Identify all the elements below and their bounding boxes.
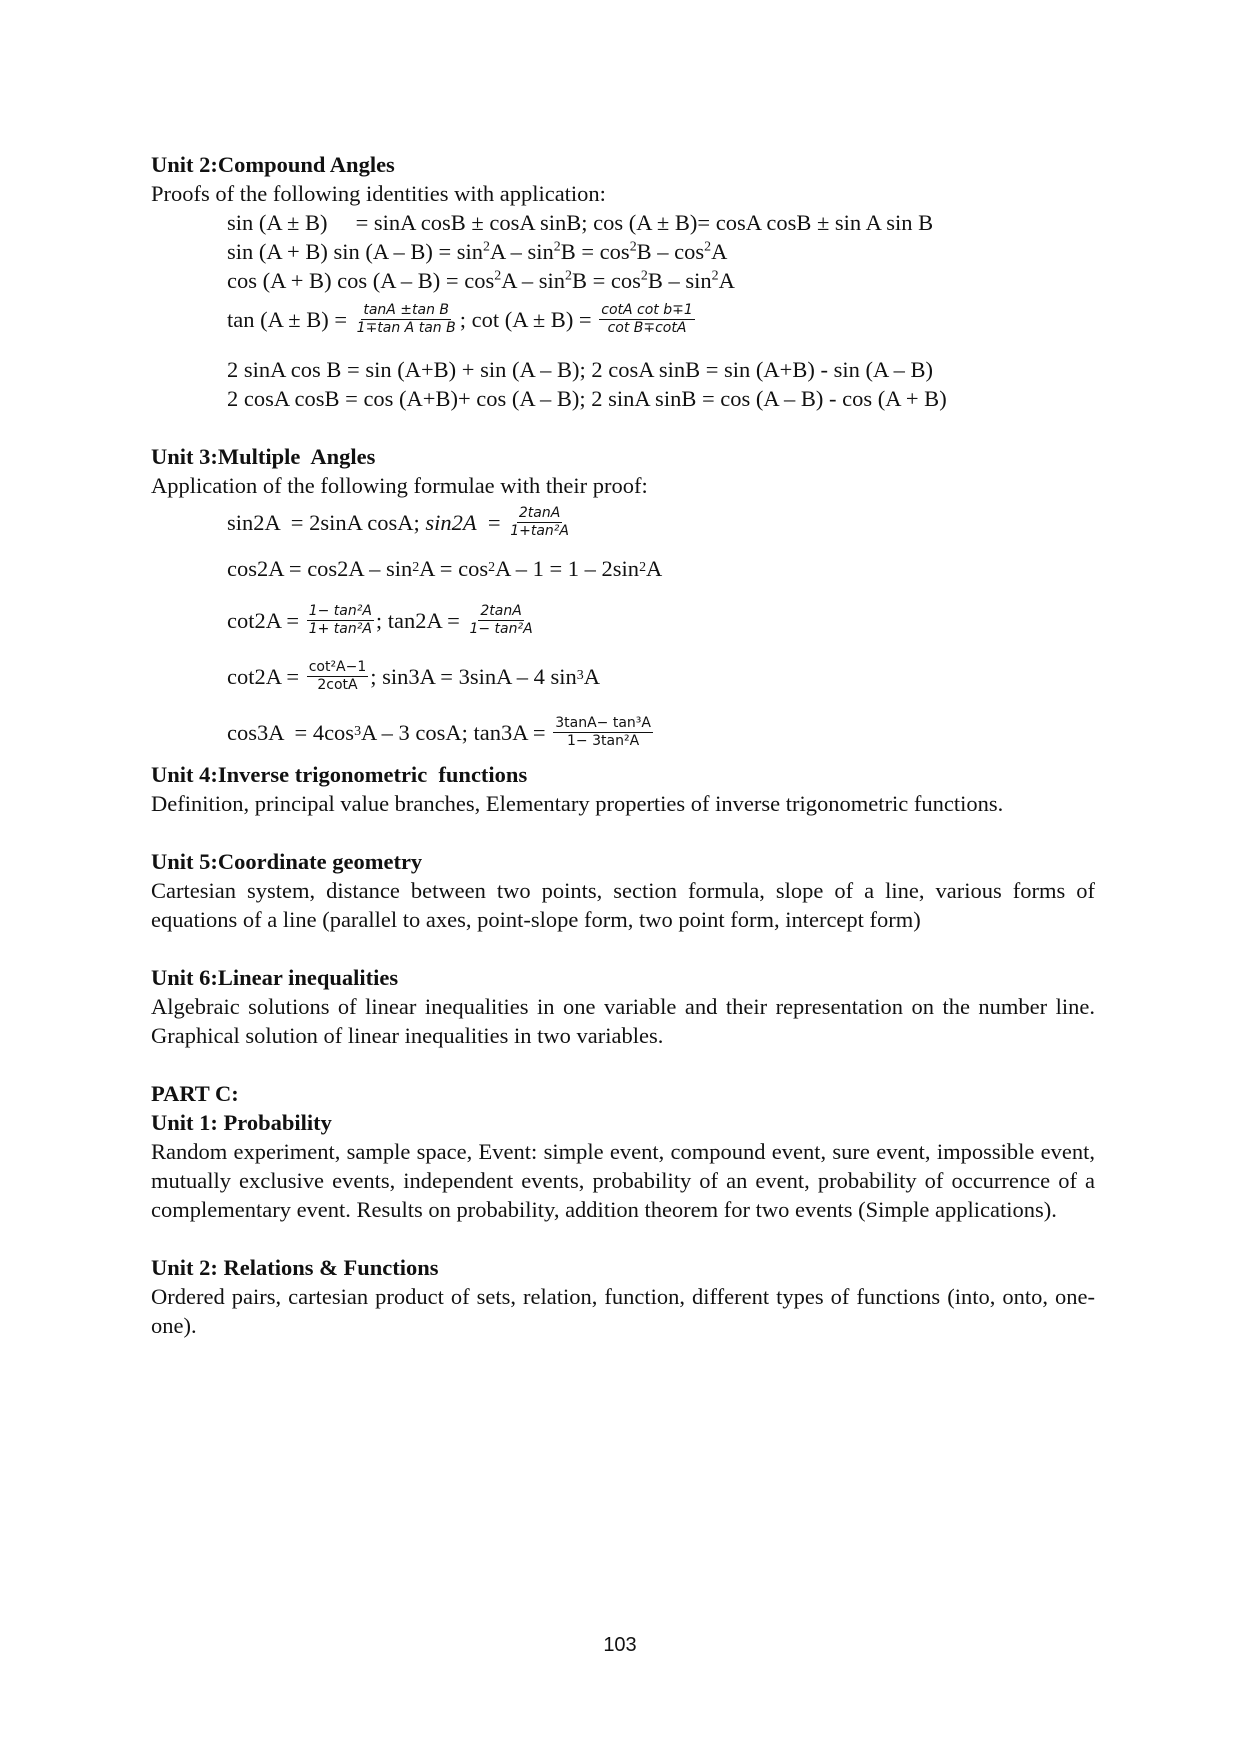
sin2a-fraction: $\frac{2\tan A}{\text{1+tan²A}}$ (510, 504, 569, 539)
identity-sin-product: sin (A + B) $\sin (A - B) = \sin^2A - \sin^2B = \cos^2B - \cos^2A$ (227, 239, 728, 264)
product-to-sum-2: 2 cosA cosB = cos (A+B)+ cos (A – B); 2 sinA sinB = cos (A – B) - cos (A + B) (227, 386, 947, 411)
unit2-heading: Unit 2:Compound Angles (151, 152, 395, 177)
unit3-intro: Application of the following formulae with their proof: (151, 473, 648, 498)
partc-unit1-heading: Unit 1: Probability (151, 1110, 332, 1135)
page-number: 103 (603, 1634, 637, 1656)
cot2a-fraction: $\frac{\text{1− tan²A}}{\text{1+ tan²A}}$ (308, 602, 372, 637)
formula-cos2a: cos2A = cos2A – sin 2 A = cos 2 A – 1 = 1 – 2sin 2 A (227, 555, 663, 581)
partc-unit1-body: Random experiment, sample space, Event: simple event, compound event, sure event, impossible event, mutually exclusive events, independent events, probability of an event, probability of occurrence of a complementary event. Results on probability, addition theorem for two events (Simple applications). (151, 1139, 1095, 1222)
formula-cot2a-sin3a: cot2A = $\frac{\text{cot²A−1}}{2\cot A}$ ; sin3A = 3sinA – 4 sin 3 A (227, 658, 600, 693)
unit5-heading: Unit 5:Coordinate geometry (151, 849, 423, 874)
unit4-body: Definition, principal value branches, Elementary properties of inverse trigonometric functions. (151, 791, 1004, 816)
formula-cos3a-tan3a: cos3A = 4cos 3 A – 3 cosA; tan3A = $\frac{\text{3tanA− tan³A}}{\text{1− 3tan²A}}$ (227, 714, 651, 749)
partc-unit2-body: Ordered pairs, cartesian product of sets, relation, function, different types of functions (into, onto, one-one). (151, 1284, 1095, 1338)
unit5-body: Cartesian system, distance between two points, section formula, slope of a line, various forms of equations of a line (parallel to axes, point-slope form, two point form, intercept form) (151, 878, 1095, 932)
unit2-intro: Proofs of the following identities with application: (151, 181, 606, 206)
unit6-body: Algebraic solutions of linear inequalities in one variable and their representation on the number line. Graphical solution of linear inequalities in two variables. (151, 994, 1095, 1048)
unit3-heading: Unit 3:Multiple Angles (151, 444, 376, 469)
partc-heading: PART C: (151, 1081, 239, 1106)
tan-sum-fraction: $\frac{\text{tanA ±tan B}}{\text{1∓tan A tan B}}$ (356, 301, 456, 336)
cot-sum-fraction: $\frac{\text{cotA cot b∓1}}{\text{cot B∓cotA}}$ (601, 301, 693, 336)
tan3a-fraction: $\frac{\text{3tanA− tan³A}}{\text{1− 3tan²A}}$ (555, 714, 651, 749)
unit6-heading: Unit 6:Linear inequalities (151, 965, 399, 990)
syllabus-page (151, 150, 1095, 1340)
identity-cos-product: cos (A + B) $\cos (A - B) = \cos^2A - \sin^2B = \cos^2B - \sin^2A$ (227, 268, 735, 293)
product-to-sum-1: 2 sinA cos B = sin (A+B) + sin (A – B); 2 cosA sinB = sin (A+B) - sin (A – B) (227, 357, 933, 382)
tan2a-fraction: $\frac{2\tan A}{\text{1− tan²A}}$ (469, 602, 533, 637)
identity-tan-cot-sum: tan (A ± B) = $\frac{\text{tanA ±tan B}}{\text{1∓tan A tan B}}$ ; cot (A ± B) = $\frac{\text{cotA cot b∓1}}{\text{cot B∓cotA}}$ (227, 301, 693, 336)
cot2a-alt-fraction: $\frac{\text{cot²A−1}}{2\cot A}$ (308, 658, 367, 693)
formula-sin2a: sin2A = 2sinA cosA; sin2A = $\frac{2\tan A}{\text{1+tan²A}}$ (227, 504, 569, 539)
unit4-heading: Unit 4:Inverse trigonometric functions (151, 762, 528, 787)
partc-unit2-heading: Unit 2: Relations & Functions (151, 1255, 439, 1280)
identity-sum-difference: sin (A ± B) = sinA cosB ± cosA sinB; cos (A ± B)= cosA cosB ± sin A sin B (227, 210, 934, 235)
formula-cot2a-tan2a: cot2A = $\frac{\text{1− tan²A}}{\text{1+ tan²A}}$ ; tan2A = $\frac{2\tan A}{\text{1− tan²A}}$ (227, 602, 533, 637)
